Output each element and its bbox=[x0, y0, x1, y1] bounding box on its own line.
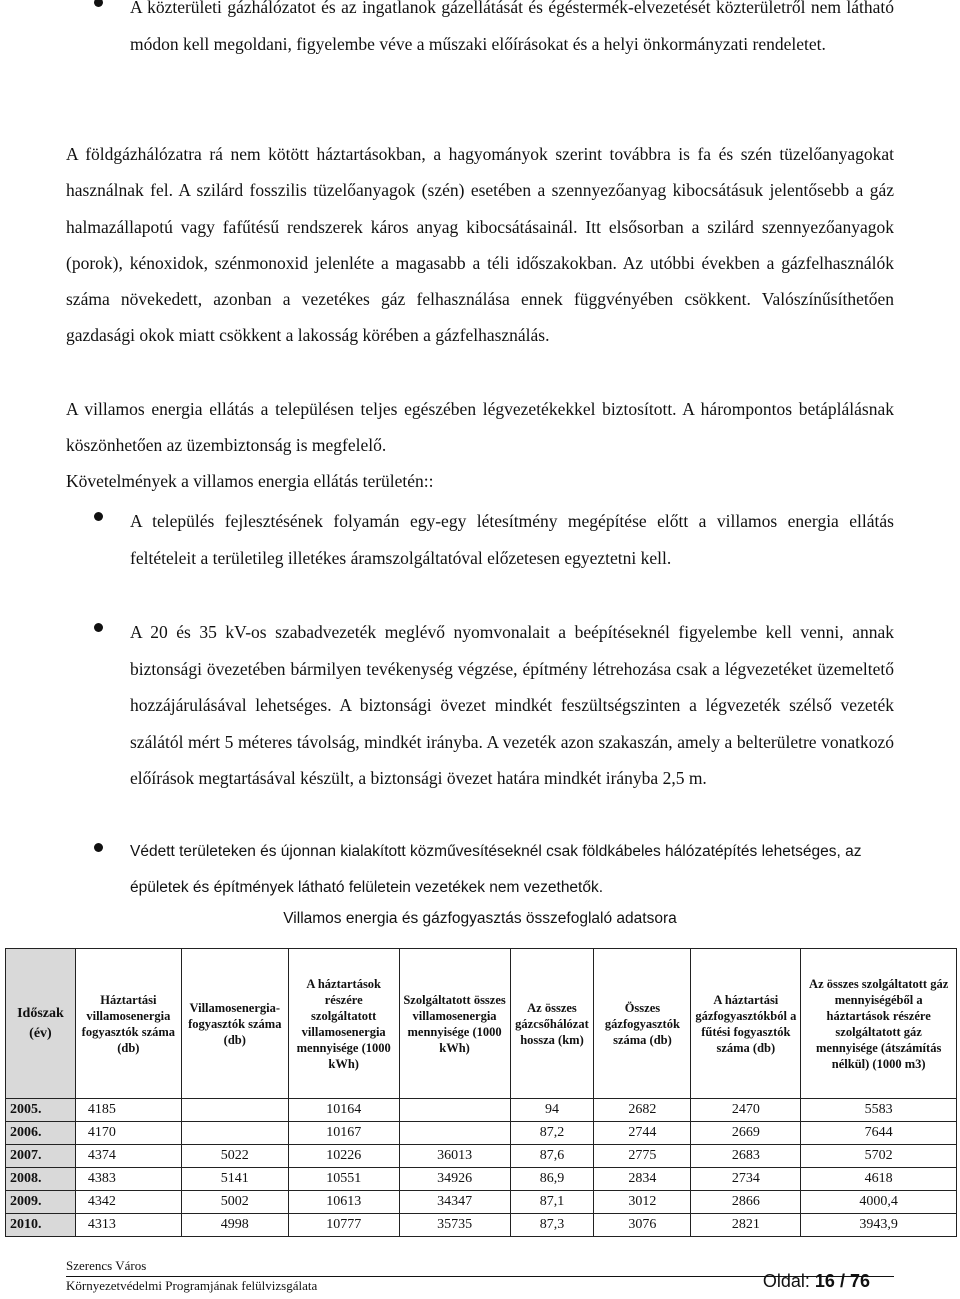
table-cell: 5022 bbox=[181, 1145, 288, 1168]
bullet-icon bbox=[94, 623, 103, 632]
page-total: 76 bbox=[849, 1271, 870, 1291]
list-item bbox=[66, 614, 894, 797]
table-cell: 2744 bbox=[594, 1122, 691, 1145]
table-row bbox=[6, 1214, 957, 1237]
table-title: Villamos energia és gázfogyasztás összefoglaló adatsora bbox=[283, 910, 677, 927]
paragraph-electricity: A villamos energia ellátás a településen teljes egészében légvezetékekkel biztosított. A hárompontos betáplálásnak köszönhetően az üzembiztonság is megfelelő. bbox=[66, 399, 894, 456]
table-row bbox=[6, 1122, 957, 1145]
table-cell: 2821 bbox=[691, 1214, 801, 1237]
bullet-icon bbox=[94, 0, 103, 7]
data-table bbox=[5, 948, 957, 1237]
bullet-icon bbox=[94, 512, 103, 521]
table-cell: 5583 bbox=[801, 1099, 957, 1122]
year-cell: 2008. bbox=[6, 1168, 76, 1191]
table-row bbox=[6, 1145, 957, 1168]
table-cell: 4618 bbox=[801, 1168, 957, 1191]
table-cell: 4998 bbox=[181, 1214, 288, 1237]
header-cell: A háztartások részére szolgáltatott villamosenergia mennyisége (1000 kWh) bbox=[288, 949, 399, 1099]
footer-city: Szerencs Város bbox=[66, 1258, 147, 1273]
paragraph-emissions: A földgázhálózatra rá nem kötött háztartásokban, a hagyományok szerint továbbra is fa és szén tüzelőanyagokat használnak fel. A szilárd fosszilis tüzelőanyagok (szén) esetében a szennyezőanyag kibocsátásuk jelentősebb a gáz halmazállapotú vagy fafűtésű rendszerek káros anyag kibocsátásainál. Itt elsősorban a szilárd szennyezőanyagok (porok), kénoxidok, szénmonoxid jelenléte a magasabb a téli időszakokban. Az utóbbi években a gázfelhasználók száma növekedett, azonban a vezetékes gáz felhasználása ennek függvényében csökkent. Valószínűsíthetően gazdasági okok miatt csökkent a lakosság körében a gázfelhasználás. bbox=[66, 144, 894, 346]
paragraph bbox=[66, 463, 894, 499]
table-cell: 7644 bbox=[801, 1122, 957, 1145]
table-cell: 34926 bbox=[399, 1168, 510, 1191]
table-cell: 10167 bbox=[288, 1122, 399, 1145]
list-item bbox=[66, 0, 894, 62]
footer-document-title: Környezetvédelmi Programjának felülvizsgálata bbox=[66, 1278, 318, 1293]
header-cell: A háztartási gázfogyasztókból a fűtési fogyasztók száma (db) bbox=[691, 949, 801, 1099]
page-separator: / bbox=[839, 1271, 845, 1291]
paragraph bbox=[66, 391, 894, 464]
header-cell: Az összes szolgáltatott gáz mennyiségéből a háztartások részére szolgáltatott gáz mennyisége (átszámítás nélkül) (1000 m3) bbox=[801, 949, 957, 1099]
table-cell bbox=[399, 1122, 510, 1145]
bullet-text: A 20 és 35 kV-os szabadvezeték meglévő nyomvonalait a beépítéseknél figyelembe kell venni, annak biztonsági övezetében bármilyen tevékenység végzése, építmény létrehozása csak a légvezetéket üzemeltető hozzájárulásával lehetséges. A biztonsági övezet mindkét feszültségszinten a légvezeték szélső vezeték szálától mért 5 méteres távolság, mindkét irányba. A vezeték azon szakaszán, amely a belterületre vonatkozó előírások megtartásával készült, a biztonsági övezet határa mindkét irányba 2,5 m. bbox=[130, 622, 894, 788]
table-cell: 87,2 bbox=[510, 1122, 594, 1145]
header-cell: Az összes gázcsőhálózat hossza (km) bbox=[510, 949, 594, 1099]
table-cell bbox=[181, 1099, 288, 1122]
year-cell: 2007. bbox=[6, 1145, 76, 1168]
table-header-row bbox=[6, 949, 957, 1099]
year-cell: 2005. bbox=[6, 1099, 76, 1122]
year-cell: 2010. bbox=[6, 1214, 76, 1237]
table-cell: 35735 bbox=[399, 1214, 510, 1237]
table-cell: 10613 bbox=[288, 1191, 399, 1214]
header-cell: Villamosenergia-fogyasztók száma (db) bbox=[181, 949, 288, 1099]
table-cell: 3012 bbox=[594, 1191, 691, 1214]
table-cell: 2734 bbox=[691, 1168, 801, 1191]
table-cell: 86,9 bbox=[510, 1168, 594, 1191]
table-cell: 4342 bbox=[75, 1191, 181, 1214]
table-cell: 5141 bbox=[181, 1168, 288, 1191]
list-item bbox=[66, 834, 894, 906]
table-cell: 10164 bbox=[288, 1099, 399, 1122]
header-cell: Háztartási villamosenergia fogyasztók száma (db) bbox=[75, 949, 181, 1099]
table-cell: 4185 bbox=[75, 1099, 181, 1122]
year-cell: 2009. bbox=[6, 1191, 76, 1214]
bullet-text: A település fejlesztésének folyamán egy-egy létesítmény megépítése előtt a villamos energia ellátás feltételeit a területileg illetékes áramszolgáltatóval előzetesen egyeztetni kell. bbox=[130, 511, 894, 568]
table-cell: 36013 bbox=[399, 1145, 510, 1168]
header-cell: Szolgáltatott összes villamosenergia mennyisége (1000 kWh) bbox=[399, 949, 510, 1099]
page-current: 16 bbox=[814, 1271, 835, 1291]
table-cell: 4383 bbox=[75, 1168, 181, 1191]
table-row bbox=[6, 1099, 957, 1122]
year-cell: 2006. bbox=[6, 1122, 76, 1145]
bullet-icon bbox=[94, 843, 103, 852]
table-cell: 2683 bbox=[691, 1145, 801, 1168]
table-cell: 10226 bbox=[288, 1145, 399, 1168]
table-cell: 2775 bbox=[594, 1145, 691, 1168]
table-cell: 4313 bbox=[75, 1214, 181, 1237]
table-cell: 5002 bbox=[181, 1191, 288, 1214]
page-number bbox=[763, 1271, 870, 1292]
table-cell: 94 bbox=[510, 1099, 594, 1122]
table-cell: 87,1 bbox=[510, 1191, 594, 1214]
table-cell: 4374 bbox=[75, 1145, 181, 1168]
table-cell: 10777 bbox=[288, 1214, 399, 1237]
table-row bbox=[6, 1191, 957, 1214]
table-cell: 4000,4 bbox=[801, 1191, 957, 1214]
table-cell: 87,3 bbox=[510, 1214, 594, 1237]
table-cell: 34347 bbox=[399, 1191, 510, 1214]
header-cell: Összes gázfogyasztók száma (db) bbox=[594, 949, 691, 1099]
table-cell: 2834 bbox=[594, 1168, 691, 1191]
table-cell: 2866 bbox=[691, 1191, 801, 1214]
table-cell: 10551 bbox=[288, 1168, 399, 1191]
table-cell bbox=[181, 1122, 288, 1145]
header-cell: Időszak (év) bbox=[6, 949, 76, 1099]
table-cell: 5702 bbox=[801, 1145, 957, 1168]
paragraph bbox=[66, 136, 894, 354]
table-row bbox=[6, 1168, 957, 1191]
table-cell: 2470 bbox=[691, 1099, 801, 1122]
table-cell bbox=[399, 1099, 510, 1122]
page-label: Oldal: bbox=[762, 1271, 810, 1291]
bullet-text: A közterületi gázhálózatot és az ingatlanok gázellátását és égéstermék-elvezetését közterületről nem látható módon kell megoldani, figyelembe véve a műszaki előírásokat és a helyi önkormányzati rendeletet. bbox=[130, 0, 894, 54]
list-item bbox=[66, 503, 894, 576]
table-cell: 4170 bbox=[75, 1122, 181, 1145]
table-cell: 87,6 bbox=[510, 1145, 594, 1168]
bullet-text: Védett területeken és újonnan kialakított közművesítéseknél csak földkábeles hálózatépítés lehetséges, az épületek és építmények látható felületein vezetékek nem vezethetők. bbox=[130, 843, 862, 896]
table-cell: 2669 bbox=[691, 1122, 801, 1145]
table-cell: 3943,9 bbox=[801, 1214, 957, 1237]
table-cell: 3076 bbox=[594, 1214, 691, 1237]
requirements-heading: Követelmények a villamos energia ellátás területén:: bbox=[66, 471, 434, 491]
table-cell: 2682 bbox=[594, 1099, 691, 1122]
